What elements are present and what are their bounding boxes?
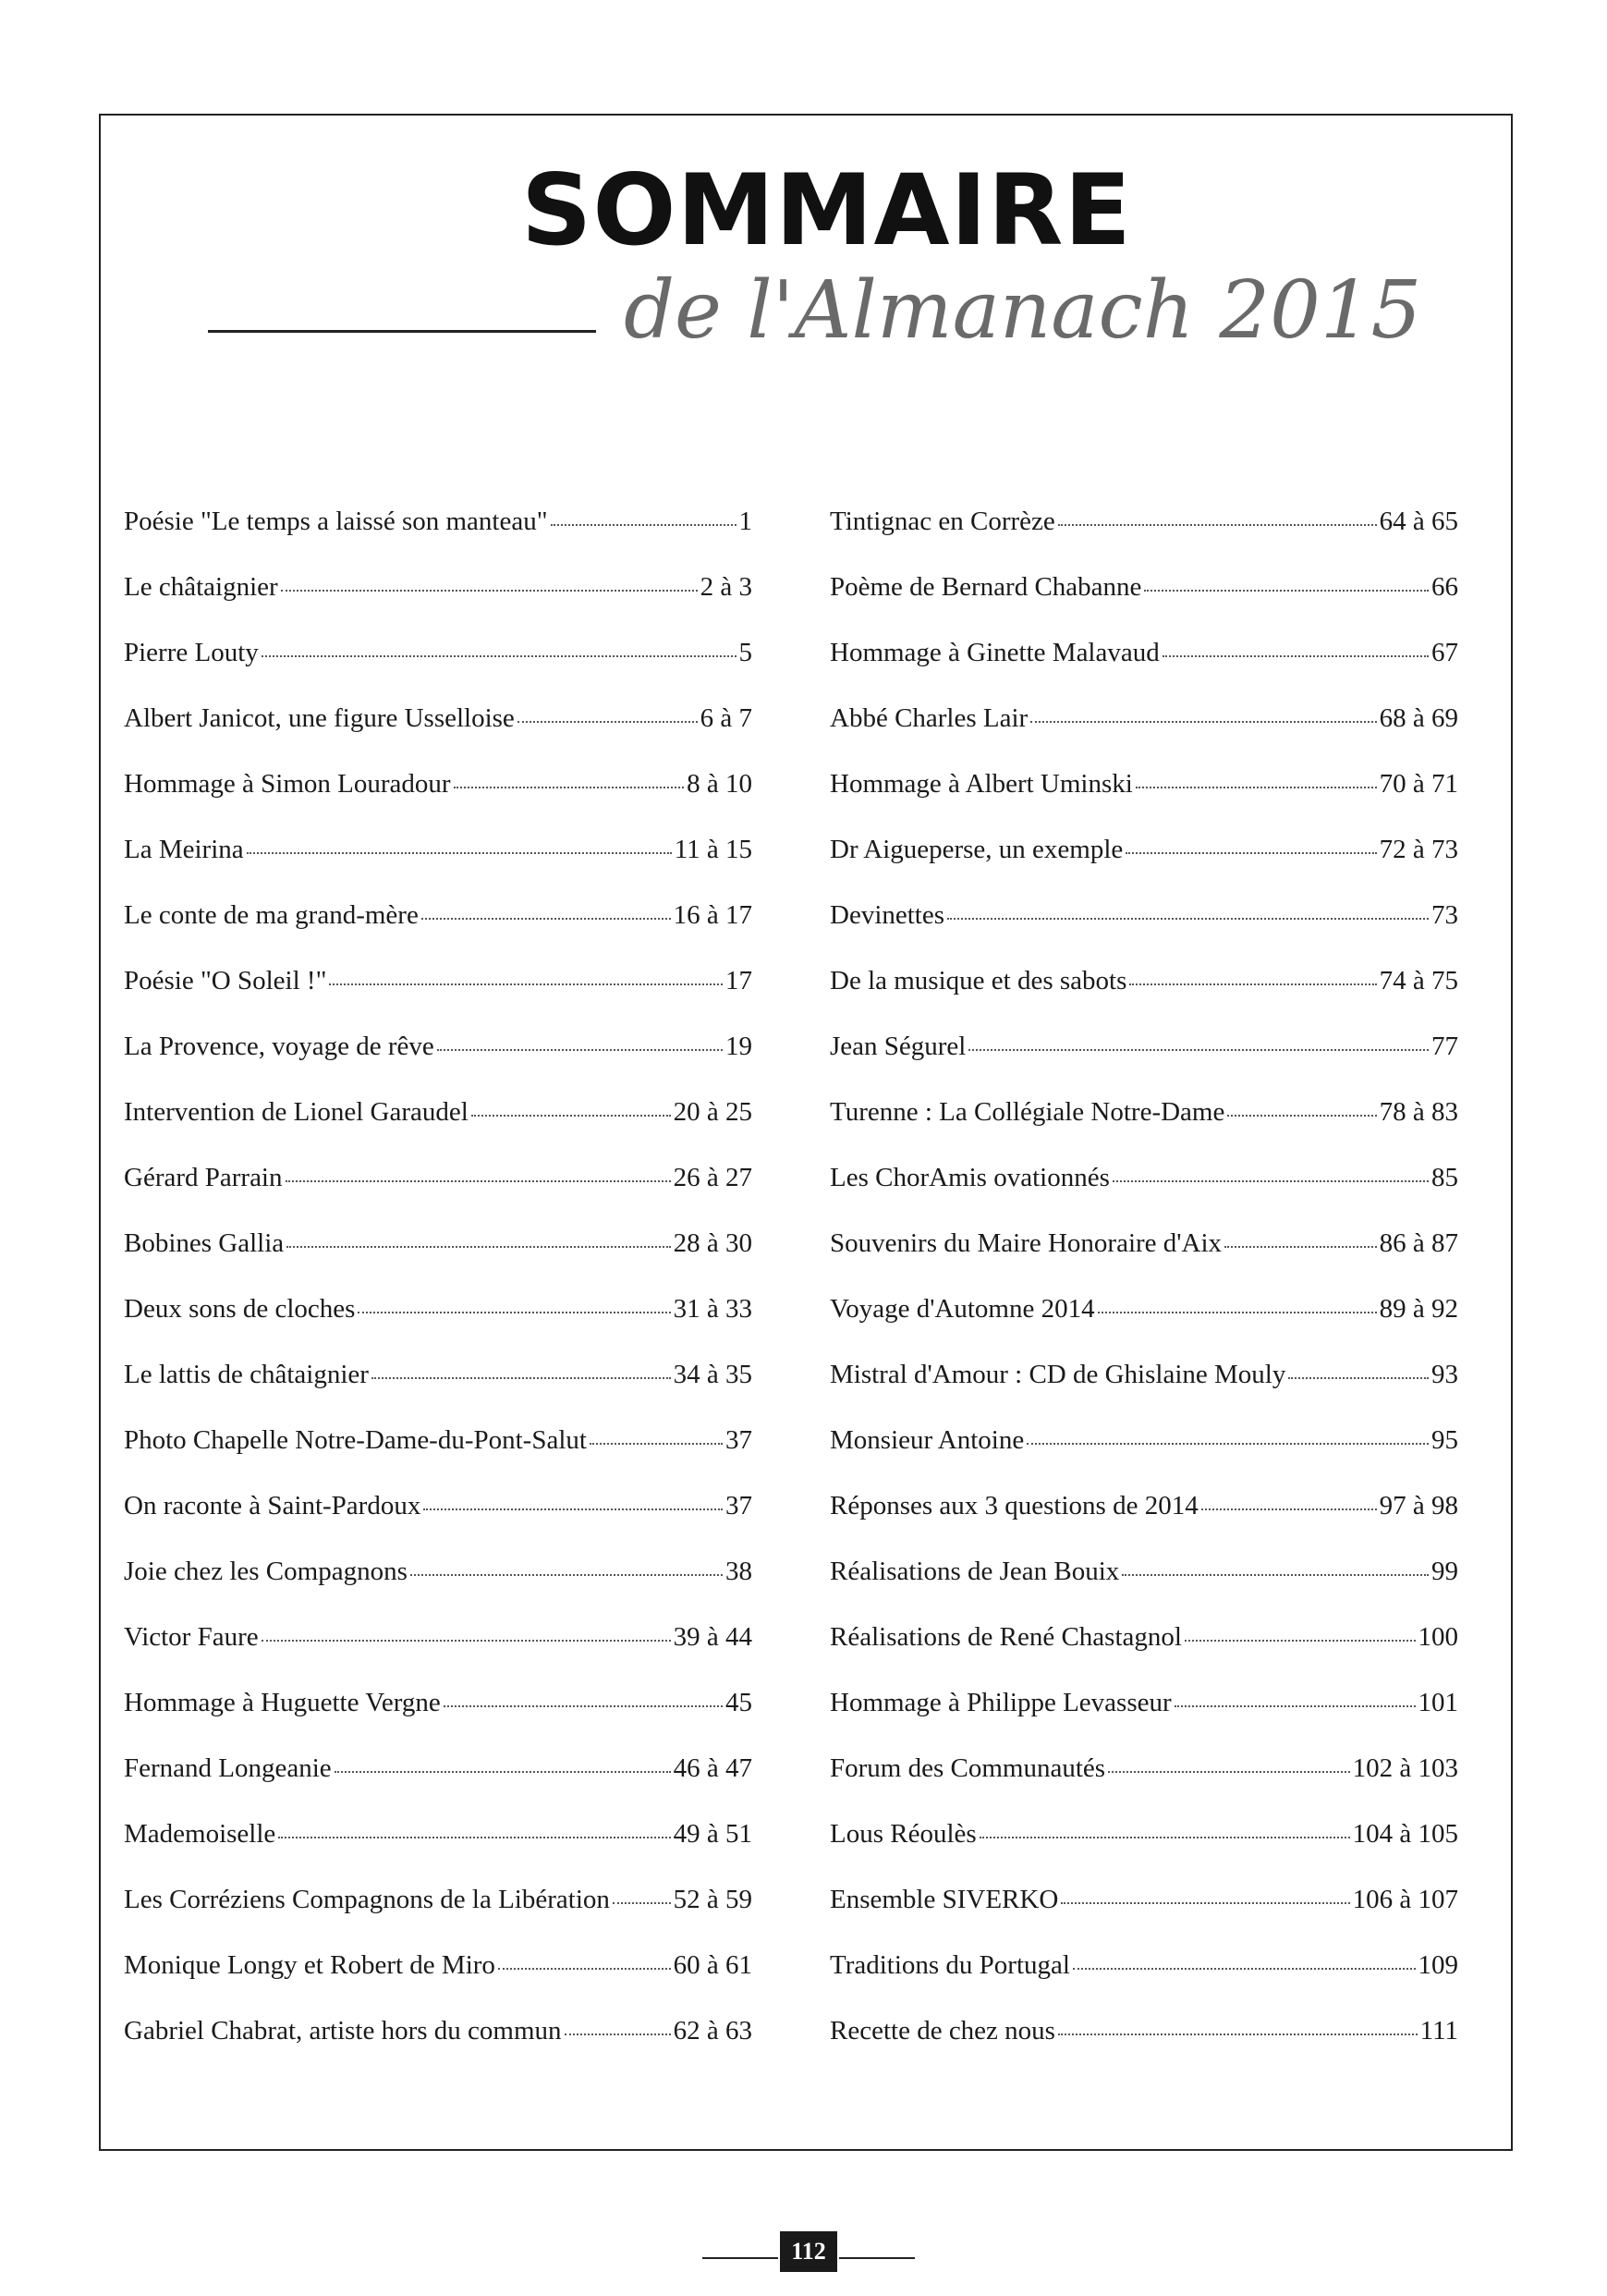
toc-entry-title: Hommage à Huguette Vergne [124,1688,441,1717]
toc-entry-pages: 46 à 47 [673,1753,752,1783]
toc-leader-dots [437,1049,723,1051]
toc-entry [830,1165,1458,1230]
toc-entry-title: Gérard Parrain [124,1163,283,1192]
toc-leader-dots [1108,1771,1350,1773]
toc-entry-pages: 89 à 92 [1379,1294,1458,1324]
toc-entry [124,1493,752,1558]
toc-leader-dots [335,1771,671,1773]
toc-leader-dots [1163,655,1429,657]
toc-entry-pages: 17 [725,966,752,995]
toc-entry-pages: 11 à 15 [674,835,752,864]
toc-entry-title: Forum des Communautés [830,1753,1106,1783]
subtitle-rule [208,330,596,333]
toc-entry-pages: 85 [1431,1163,1458,1192]
toc-entry-pages: 37 [725,1491,752,1520]
toc-leader-dots [1058,2033,1418,2035]
toc-entry-pages: 1 [738,507,752,536]
toc-leader-dots [590,1443,723,1445]
toc-entry-pages: 2 à 3 [700,572,752,602]
page-number: 112 [780,2231,837,2272]
toc-entry-title: Victor Faure [124,1622,259,1652]
toc-entry-title: On raconte à Saint-Pardoux [124,1491,421,1520]
toc-column-right [830,508,1458,2083]
toc-entry-title: Turenne : La Collégiale Notre-Dame [830,1097,1225,1127]
toc-entry-pages: 31 à 33 [673,1294,752,1324]
toc-entry [124,1558,752,1624]
toc-leader-dots [1129,983,1376,985]
toc-entry-pages: 72 à 73 [1379,835,1458,864]
toc-entry-pages: 73 [1431,900,1458,930]
toc-entry [830,1362,1458,1427]
toc-entry [830,1690,1458,1755]
toc-entry-title: Fernand Longeanie [124,1753,332,1783]
toc-entry-title: La Provence, voyage de rêve [124,1032,434,1061]
toc-entry-pages: 95 [1431,1425,1458,1455]
toc-entry [124,1165,752,1230]
toc-entry-pages: 99 [1431,1557,1458,1586]
toc-entry [830,771,1458,837]
toc-leader-dots [1227,1115,1376,1117]
toc-entry-pages: 106 à 107 [1352,1885,1458,1914]
toc-entry-title: De la musique et des sabots [830,966,1127,995]
toc-entry-pages: 67 [1431,638,1458,667]
toc-entry-title: Recette de chez nous [830,2016,1055,2046]
page-subtitle: de l'Almanach 2015 [624,264,1422,357]
toc-leader-dots [423,1508,723,1510]
toc-entry-title: Albert Janicot, une figure Usselloise [124,703,515,733]
toc-leader-dots [471,1115,671,1117]
toc-entry-title: Les Corréziens Compagnons de la Libération [124,1885,610,1914]
toc-entry-pages: 38 [725,1557,752,1586]
toc-entry-pages: 52 à 59 [673,1885,752,1914]
toc-leader-dots [421,918,671,920]
toc-entry [830,1624,1458,1690]
toc-entry-title: Hommage à Simon Louradour [124,769,451,799]
toc-leader-dots [1288,1377,1429,1379]
toc-leader-dots [286,1180,671,1182]
toc-entry-pages: 5 [738,638,752,667]
toc-entry-pages: 100 [1418,1622,1458,1652]
toc-leader-dots [517,721,698,723]
toc-leader-dots [1027,1443,1429,1445]
toc-entry-title: Le châtaignier [124,572,278,602]
toc-entry-pages: 62 à 63 [673,2016,752,2046]
toc-entry-pages: 104 à 105 [1352,1819,1458,1849]
toc-entry-pages: 77 [1431,1032,1458,1061]
toc-entry [124,574,752,640]
toc-leader-dots [1175,1705,1416,1707]
toc-entry-pages: 97 à 98 [1379,1491,1458,1520]
toc-entry [830,1755,1458,1821]
toc-entry [124,508,752,574]
toc-leader-dots [947,918,1429,920]
toc-entry-title: Poème de Bernard Chabanne [830,572,1142,602]
toc-leader-dots [1185,1640,1416,1642]
toc-leader-dots [281,590,698,592]
toc-entry-pages: 109 [1418,1950,1458,1980]
page-footer [702,2226,915,2272]
toc-entry-title: Dr Aigueperse, un exemple [830,835,1124,864]
toc-leader-dots [1136,787,1377,788]
toc-entry-pages: 6 à 7 [700,703,752,733]
toc-entry-title: Les ChorAmis ovationnés [830,1163,1110,1192]
toc-leader-dots [410,1574,723,1576]
toc-entry-pages: 39 à 44 [673,1622,752,1652]
toc-entry [124,1296,752,1362]
toc-entry-title: Lous Réoulès [830,1819,977,1849]
toc-entry [830,508,1458,574]
toc-entry [830,968,1458,1033]
toc-entry [124,1033,752,1099]
toc-entry-pages: 93 [1431,1360,1458,1389]
toc-entry-title: Voyage d'Automne 2014 [830,1294,1095,1324]
toc-leader-dots [286,1246,670,1248]
toc-entry [124,1952,752,2018]
toc-leader-dots [498,1968,671,1970]
toc-entry-pages: 102 à 103 [1352,1753,1458,1783]
toc-entry-pages: 45 [725,1688,752,1717]
toc-leader-dots [247,852,672,854]
toc-entry [830,1821,1458,1887]
toc-leader-dots [1073,1968,1416,1970]
toc-leader-dots [262,655,737,657]
toc-entry [830,574,1458,640]
toc-leader-dots [1201,1508,1377,1510]
toc-entry [830,1099,1458,1165]
toc-column-left [124,508,752,2083]
toc-leader-dots [262,1640,671,1642]
toc-entry-pages: 68 à 69 [1379,703,1458,733]
toc-entry [830,837,1458,902]
toc-entry-title: Jean Ségurel [830,1032,967,1061]
toc-leader-dots [454,787,685,788]
toc-entry [124,1362,752,1427]
toc-entry-pages: 111 [1419,2016,1458,2046]
toc-entry-pages: 64 à 65 [1379,507,1458,536]
toc-leader-dots [329,983,723,985]
toc-entry [830,902,1458,968]
toc-entry-title: Hommage à Philippe Levasseur [830,1688,1172,1717]
toc-leader-dots [1030,721,1376,723]
toc-entry [124,1690,752,1755]
toc-leader-dots [1224,1246,1377,1248]
toc-leader-dots [1098,1312,1377,1313]
toc-leader-dots [371,1377,671,1379]
toc-entry [830,1296,1458,1362]
toc-entry [124,1755,752,1821]
toc-leader-dots [968,1049,1429,1051]
toc-entry [124,2018,752,2083]
toc-entry [124,640,752,705]
toc-entry-title: Poésie "O Soleil !" [124,966,327,995]
toc-entry-title: Hommage à Ginette Malavaud [830,638,1160,667]
toc-entry [830,1230,1458,1296]
toc-entry-title: Ensemble SIVERKO [830,1885,1059,1914]
toc-entry [830,1952,1458,2018]
toc-entry-pages: 19 [725,1032,752,1061]
page-title: SOMMAIRE [521,153,1132,267]
toc-entry-title: Réalisations de René Chastagnol [830,1622,1182,1652]
toc-entry [124,771,752,837]
toc-leader-dots [1061,1902,1349,1904]
toc-entry-pages: 34 à 35 [673,1360,752,1389]
toc-entry [830,640,1458,705]
footer-rule-right [839,2257,915,2259]
toc-entry [124,1624,752,1690]
toc-leader-dots [1058,524,1377,526]
toc-entry-title: Joie chez les Compagnons [124,1557,408,1586]
toc-entry [124,1230,752,1296]
footer-rule-left [702,2257,778,2259]
toc-entry-title: Mistral d'Amour : CD de Ghislaine Mouly [830,1360,1286,1389]
toc-leader-dots [613,1902,671,1904]
toc-entry-title: Mademoiselle [124,1819,276,1849]
toc-entry [124,1887,752,1952]
toc-entry-pages: 16 à 17 [673,900,752,930]
toc-entry [830,1887,1458,1952]
toc-entry [830,705,1458,771]
toc-entry [124,837,752,902]
toc-entry [124,902,752,968]
toc-entry [830,1427,1458,1493]
toc-entry-title: Pierre Louty [124,638,259,667]
toc-entry-title: Monique Longy et Robert de Miro [124,1950,495,1980]
toc-leader-dots [1113,1180,1429,1182]
toc-entry-title: Bobines Gallia [124,1228,285,1258]
toc-leader-dots [980,1837,1350,1838]
toc-entry [830,1033,1458,1099]
toc-entry-pages: 66 [1431,572,1458,602]
toc-leader-dots [444,1705,723,1707]
toc-entry-title: Deux sons de cloches [124,1294,356,1324]
toc-entry [124,1427,752,1493]
toc-entry [124,705,752,771]
toc-entry-title: Intervention de Lionel Garaudel [124,1097,469,1127]
toc-entry-pages: 78 à 83 [1379,1097,1458,1127]
toc-entry [124,1099,752,1165]
toc-leader-dots [278,1837,670,1838]
toc-entry-title: Gabriel Chabrat, artiste hors du commun [124,2016,562,2046]
toc-entry [830,1493,1458,1558]
toc-entry-title: Le lattis de châtaignier [124,1360,369,1389]
toc-entry [830,2018,1458,2083]
toc-entry-title: La Meirina [124,835,244,864]
toc-entry-title: Monsieur Antoine [830,1425,1025,1455]
toc-leader-dots [551,524,737,526]
toc-entry-pages: 8 à 10 [687,769,752,799]
toc-entry-pages: 26 à 27 [673,1163,752,1192]
toc-entry-pages: 101 [1418,1688,1458,1717]
toc-entry [124,1821,752,1887]
toc-entry-title: Traditions du Portugal [830,1950,1070,1980]
toc-entry-pages: 20 à 25 [673,1097,752,1127]
toc-entry-title: Photo Chapelle Notre-Dame-du-Pont-Salut [124,1425,587,1455]
toc-leader-dots [565,2033,671,2035]
toc-entry [124,968,752,1033]
toc-entry-title: Devinettes [830,900,945,930]
toc-entry-title: Tintignac en Corrèze [830,507,1055,536]
toc-leader-dots [1122,1574,1429,1576]
toc-entry-pages: 60 à 61 [673,1950,752,1980]
toc-entry-pages: 86 à 87 [1379,1228,1458,1258]
toc-entry-pages: 74 à 75 [1379,966,1458,995]
toc-entry-pages: 70 à 71 [1379,769,1458,799]
toc-entry-title: Le conte de ma grand-mère [124,900,419,930]
toc-entry-title: Réalisations de Jean Bouix [830,1557,1120,1586]
subtitle-row [208,263,1422,365]
toc-entry-title: Réponses aux 3 questions de 2014 [830,1491,1199,1520]
toc-leader-dots [1126,852,1376,854]
toc-entry-pages: 49 à 51 [673,1819,752,1849]
toc-entry-pages: 37 [725,1425,752,1455]
toc-entry-title: Poésie "Le temps a laissé son manteau" [124,507,548,536]
toc-entry-title: Souvenirs du Maire Honoraire d'Aix [830,1228,1223,1258]
toc-leader-dots [1144,590,1429,592]
toc-entry-pages: 28 à 30 [673,1228,752,1258]
toc-entry-title: Hommage à Albert Uminski [830,769,1133,799]
toc-entry-title: Abbé Charles Lair [830,703,1029,733]
toc-entry [830,1558,1458,1624]
toc-leader-dots [358,1312,670,1313]
